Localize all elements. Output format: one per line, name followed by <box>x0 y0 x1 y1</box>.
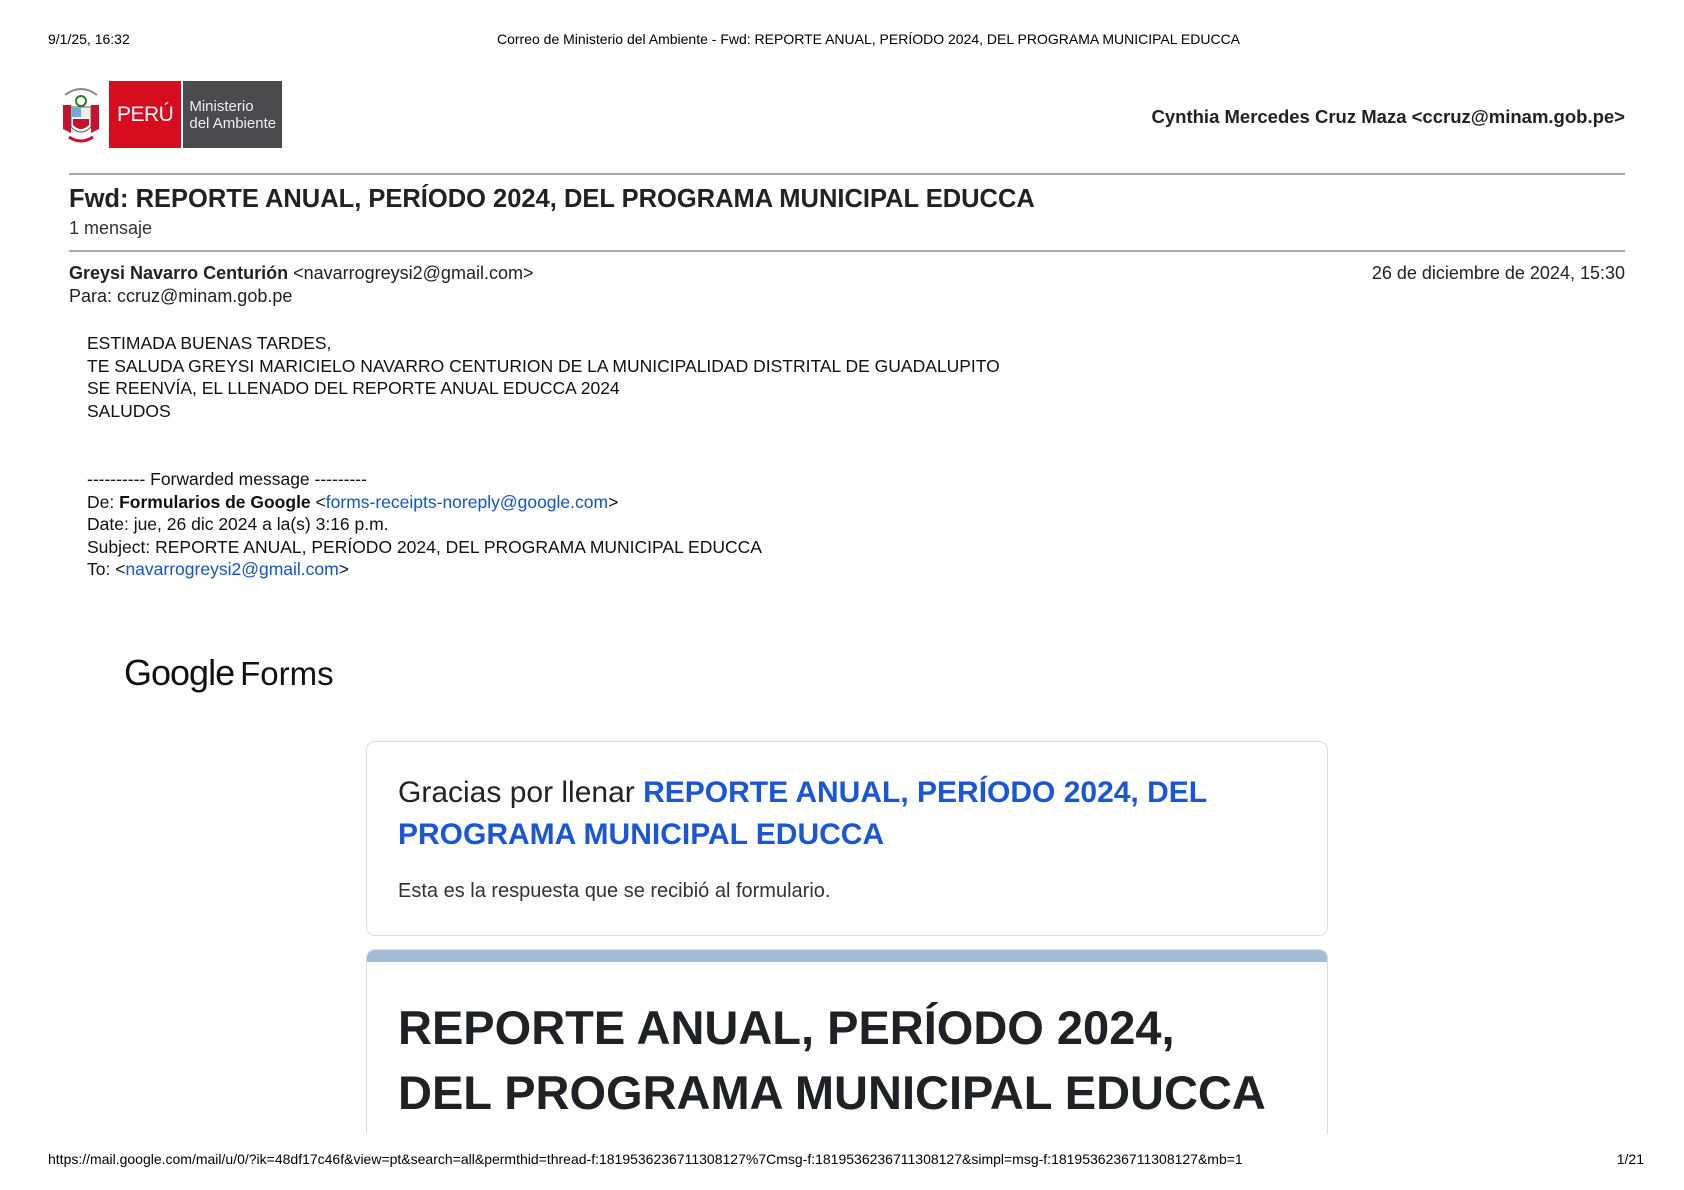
message-count: 1 mensaje <box>69 218 153 238</box>
forward-date: Date: jue, 26 dic 2024 a la(s) 3:16 p.m. <box>87 514 389 535</box>
to-label: To: <box>87 559 116 580</box>
body-line: SALUDOS <box>87 400 171 421</box>
form-title-link[interactable]: REPORTE ANUAL, PERÍODO 2024, DEL <box>643 776 1208 809</box>
logo-forms: Forms <box>240 655 334 692</box>
divider <box>69 250 1625 252</box>
forward-from: De: Formularios de Google <forms-receipts-noreply@google.com> <box>87 491 619 512</box>
thanks-text: Gracias por llenar <box>398 776 644 809</box>
form-title-link-line2[interactable]: PROGRAMA MUNICIPAL EDUCCA <box>398 818 885 851</box>
account-name: Cynthia Mercedes Cruz Maza <ccruz@minam.gob.pe> <box>1151 106 1625 127</box>
ministry-line-2: del Ambiente <box>189 114 277 132</box>
print-datetime: 9/1/25, 16:32 <box>48 31 130 47</box>
body-line: TE SALUDA GREYSI MARICIELO NAVARRO CENTURION DE LA MUNICIPALIDAD DISTRITAL DE GUADALUPITO <box>87 355 1000 376</box>
forwarded-block <box>87 468 762 581</box>
google-forms-logo <box>124 652 334 694</box>
form-header-title-line1: REPORTE ANUAL, PERÍODO 2024, <box>398 1001 1175 1054</box>
print-url: https://mail.google.com/mail/u/0/?ik=48df17c46f&view=pt&search=all&permthid=thread-f:1819536236711308127%7Cmsg-f:1819536236711308127&simpl=msg-f:1819536236711308127&mb=1 <box>48 1151 1243 1167</box>
sender-name: Greysi Navarro Centurión <box>69 263 289 283</box>
forward-subject: Subject: REPORTE ANUAL, PERÍODO 2024, DEL PROGRAMA MUNICIPAL EDUCCA <box>87 536 762 557</box>
minam-logo <box>59 81 282 148</box>
ministry-line-1: Ministerio <box>189 97 254 115</box>
page-number: 1/21 <box>1616 1151 1644 1167</box>
from-label: De: <box>87 491 120 512</box>
message-date: 26 de diciembre de 2024, 15:30 <box>1371 263 1625 283</box>
message-body <box>87 332 1000 422</box>
print-page-title: Correo de Ministerio del Ambiente - Fwd: REPORTE ANUAL, PERÍODO 2024, DEL PROGRAMA MUNICIPAL EDUCCA <box>497 31 1241 47</box>
thread-subject: Fwd: REPORTE ANUAL, PERÍODO 2024, DEL PROGRAMA MUNICIPAL EDUCCA <box>69 185 1035 213</box>
sender <box>69 263 533 284</box>
from-name: Formularios de Google <box>119 491 311 512</box>
from-email-link[interactable]: forms-receipts-noreply@google.com <box>325 491 609 512</box>
peru-label: PERÚ <box>109 81 181 148</box>
sender-email: <navarrogreysi2@gmail.com> <box>293 263 534 283</box>
to-email-link[interactable]: navarrogreysi2@gmail.com <box>125 559 339 580</box>
divider <box>69 173 1625 175</box>
forward-to: To: <navarrogreysi2@gmail.com> <box>87 559 349 580</box>
ministry-label <box>181 81 282 148</box>
recipient: Para: ccruz@minam.gob.pe <box>69 286 293 306</box>
form-header-title-line2: DEL PROGRAMA MUNICIPAL EDUCCA <box>398 1066 1266 1119</box>
body-line: ESTIMADA BUENAS TARDES, <box>87 333 332 353</box>
form-accent-bar <box>367 950 1327 962</box>
received-note: Esta es la respuesta que se recibió al formulario. <box>398 880 831 902</box>
logo-google: Google <box>124 652 235 693</box>
confirmation-card <box>366 741 1328 936</box>
confirmation-heading <box>398 772 1207 856</box>
peru-crest-icon <box>59 81 103 148</box>
form-header-card <box>366 949 1328 1149</box>
forward-separator: ---------- Forwarded message --------- <box>87 469 367 489</box>
body-line: SE REENVÍA, EL LLENADO DEL REPORTE ANUAL EDUCCA 2024 <box>87 378 620 399</box>
form-header-title <box>398 995 1266 1125</box>
